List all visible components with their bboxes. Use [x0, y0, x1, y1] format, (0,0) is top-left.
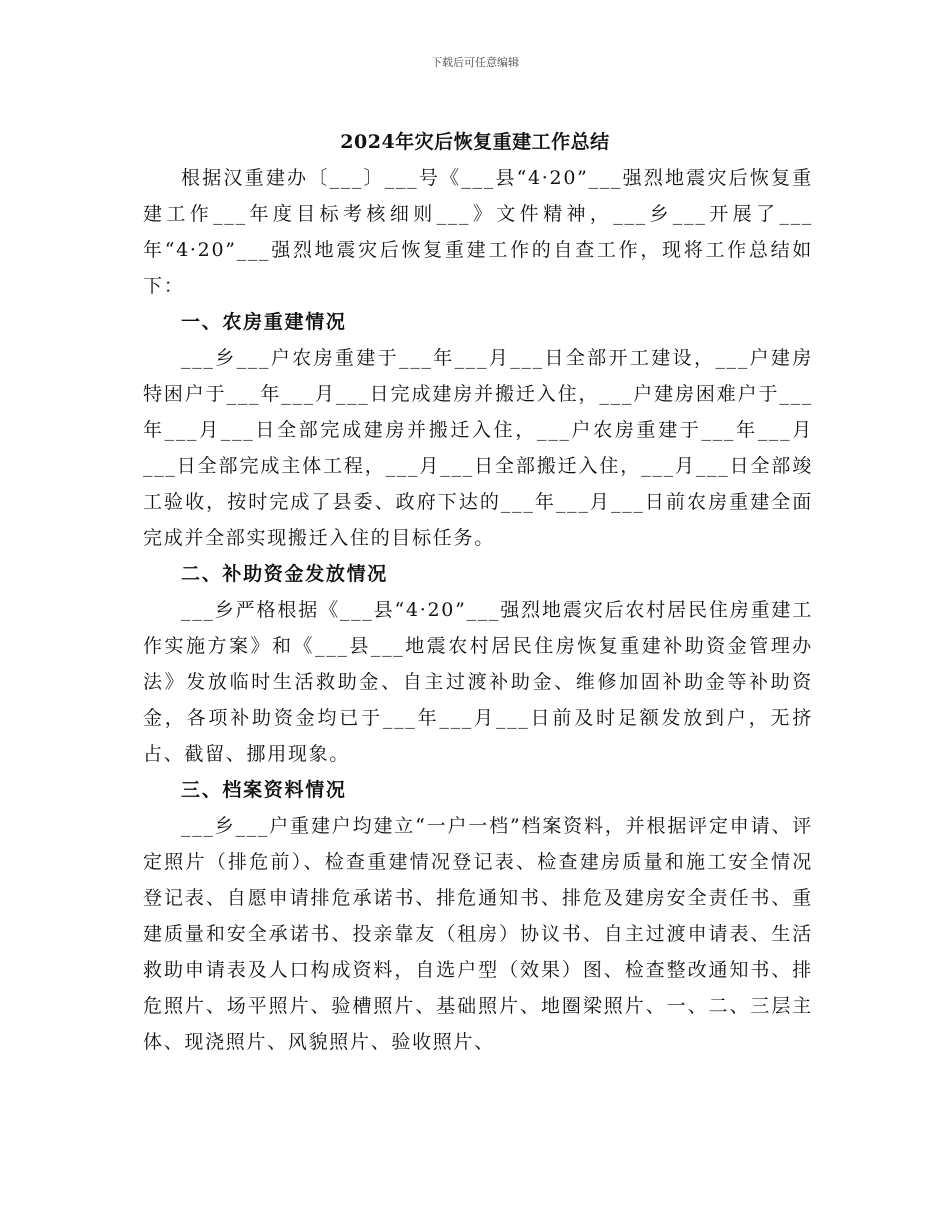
document-body [143, 160, 813, 1060]
section-paragraph-housing: ___乡___户农房重建于___年___月___日全部开工建设，___户建房特困户于___年___月___日完成建房并搬迁入住，___户建房困难户于___年___月___日全部完成建房并搬迁入住，___户农房重建于___年___月___日全部完成主体工程，___月___日全部搬迁入住，___月___日全部竣工验收，按时完成了县委、政府下达的___年___月___日前农房重建全面完成并全部实现搬迁入住的目标任务。 [143, 347, 813, 549]
page-header-note: 下载后可任意编辑 [431, 56, 519, 69]
section-heading-funds: 二、补助资金发放情况 [181, 563, 389, 585]
document-title: 2024年灾后恢复重建工作总结 [340, 131, 610, 153]
section-heading-housing: 一、农房重建情况 [181, 311, 347, 333]
section-paragraph-funds: ___乡严格根据《___县“4·20”___强烈地震灾后农村居民住房重建工作实施方案》和《___县___地震农村居民住房恢复重建补助资金管理办法》发放临时生活救助金、自主过渡补助金、维修加固补助金等补助资金，各项补助资金均已于___年___月___日前及时足额发放到户，无挤占、截留、挪用现象。 [143, 599, 813, 765]
section-paragraph-archives: ___乡___户重建户均建立“一户一档”档案资料，并根据评定申请、评定照片（排危前）、检查重建情况登记表、检查建房质量和施工安全情况登记表、自愿申请排危承诺书、排危通知书、排危及建房安全责任书、重建质量和安全承诺书、投亲靠友（租房）协议书、自主过渡申请表、生活救助申请表及人口构成资料，自选户型（效果）图、检查整改通知书、排危照片、场平照片、验槽照片、基础照片、地圈梁照片、一、二、三层主体、现浇照片、风貌照片、验收照片、 [143, 815, 813, 1053]
intro-paragraph: 根据汉重建办〔___〕___号《___县“4·20”___强烈地震灾后恢复重建工作___年度目标考核细则___》文件精神，___乡___开展了___年“4·20”___强烈地震灾后恢复重建工作的自查工作，现将工作总结如下： [143, 167, 813, 297]
section-heading-archives: 三、档案资料情况 [181, 779, 347, 801]
